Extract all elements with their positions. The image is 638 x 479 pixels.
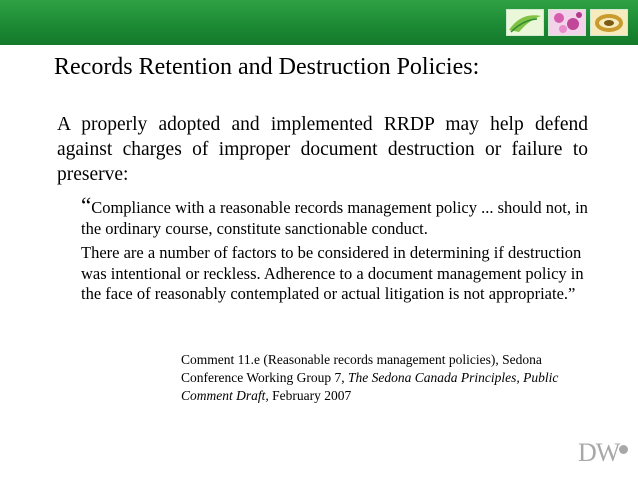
quote-paragraph-1-text: Compliance with a reasonable records management policy ... should not, in the ordinary course, constitute sanctionable conduct. xyxy=(81,198,588,238)
header-band xyxy=(0,0,638,45)
dw-logo-text: DW xyxy=(578,438,620,467)
citation-suffix: February 2007 xyxy=(268,388,352,403)
quote-paragraph-1 xyxy=(81,193,591,239)
green-leaf-thumbnail xyxy=(506,9,544,36)
slide-title: Records Retention and Destruction Policies: xyxy=(54,54,480,80)
quote-paragraph-2: There are a number of factors to be considered in determining if destruction was intentional or reckless. Adherence to a document management policy in the face of reasonably contemplated or actual litigation is not appropriate.” xyxy=(81,243,584,303)
quotation-block xyxy=(81,193,591,309)
golden-ring-thumbnail xyxy=(590,9,628,36)
header-thumbnails xyxy=(506,9,628,36)
dw-logo xyxy=(578,438,628,468)
pink-flower-thumbnail xyxy=(548,9,586,36)
citation-prefix: Comment 11.e (Reasonable records management policies), Sedona Conference Working Group 7, xyxy=(181,352,542,385)
intro-paragraph: A properly adopted and implemented RRDP may help defend against charges of improper document destruction or failure to preserve: xyxy=(57,114,588,185)
citation-title: The Sedona Canada Principles, Public Comment Draft, xyxy=(181,370,559,403)
opening-quote-mark: “ xyxy=(81,193,92,218)
citation xyxy=(181,351,601,405)
dw-logo-mark xyxy=(619,445,628,454)
